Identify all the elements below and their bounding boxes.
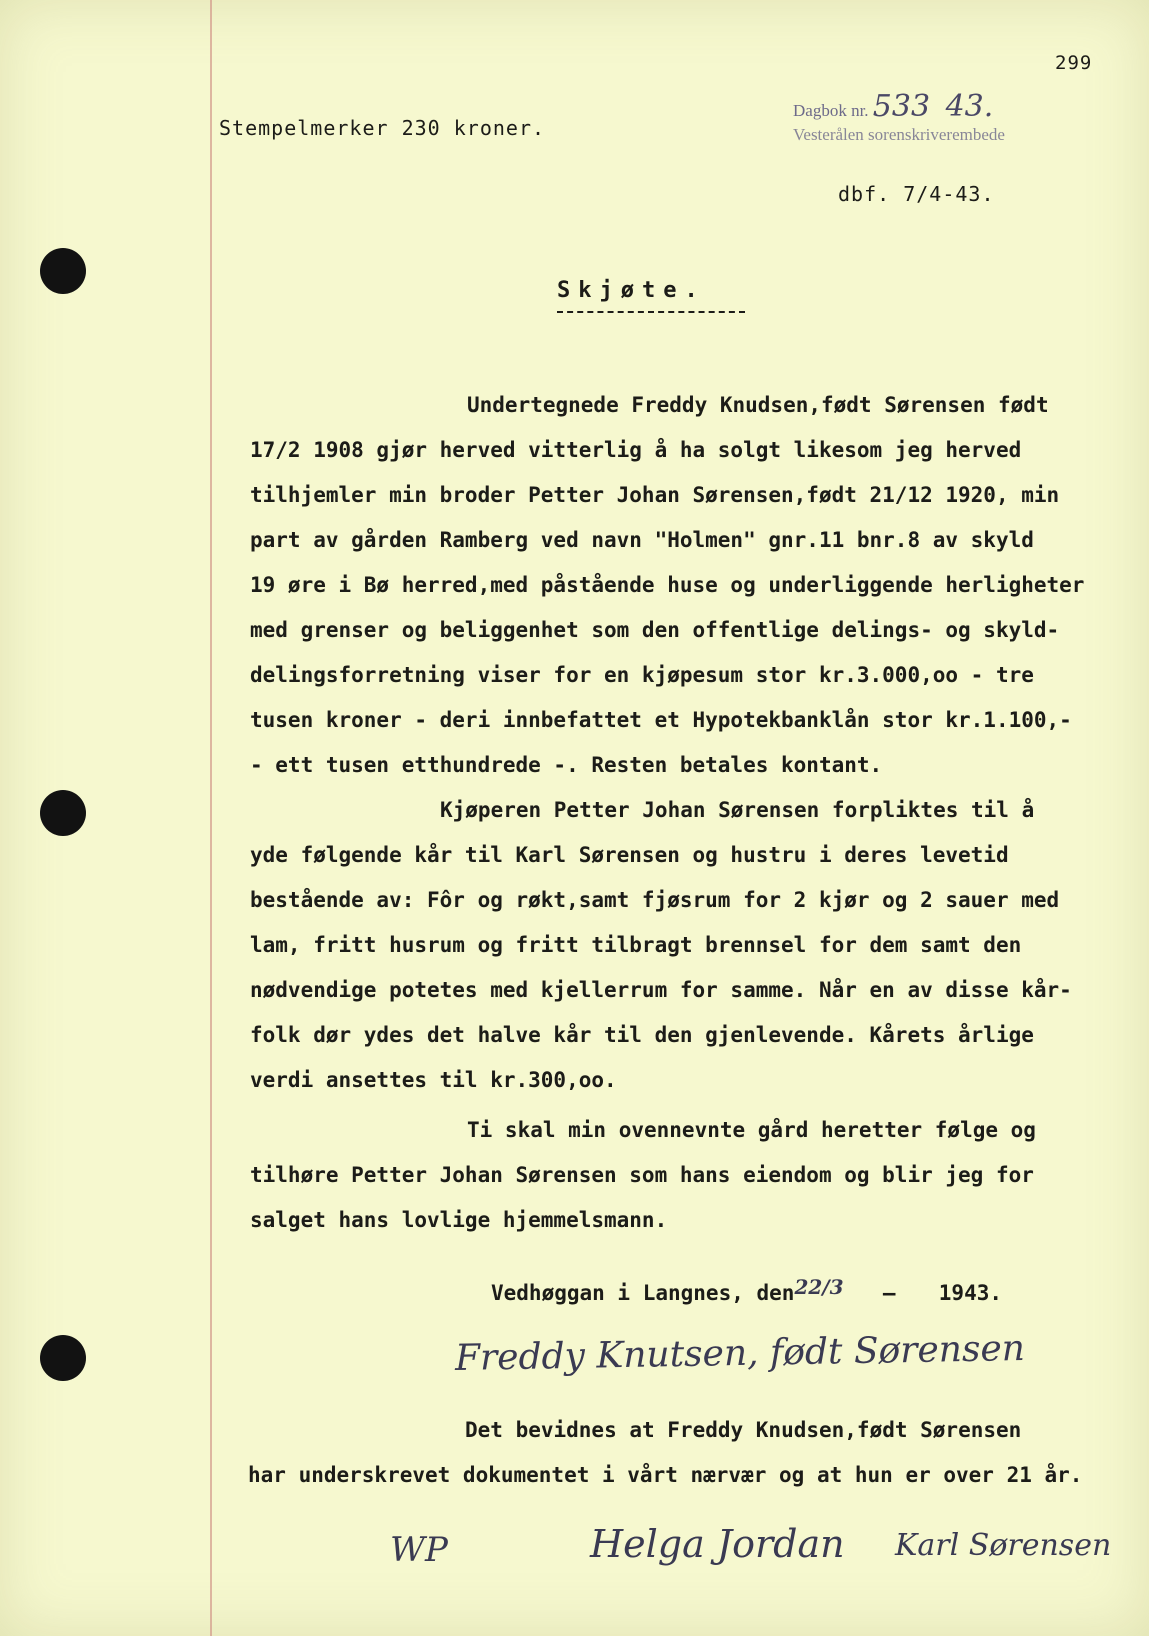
body-line: tusen kroner - deri innbefattet et Hypotekbanklån stor kr.1.100,- — [250, 708, 1072, 732]
filing-note: dbf. 7/4-43. — [838, 182, 995, 206]
witness-initials: WP — [390, 1530, 448, 1570]
date-year: 1943. — [938, 1281, 1002, 1305]
body-line: verdi ansettes til kr.300,oo. — [250, 1068, 617, 1092]
dagbok-label: Dagbok nr. — [793, 101, 869, 120]
body-line: tilhøre Petter Johan Sørensen som hans eiendom og blir jeg for — [250, 1163, 1034, 1187]
body-line: 17/2 1908 gjør herved vitterlig å ha solgt likesom jeg herved — [250, 438, 1022, 462]
body-line: bestående av: Fôr og røkt,samt fjøsrum for 2 kjør og 2 sauer med — [250, 888, 1060, 912]
body-line: folk dør ydes det halve kår til den gjenlevende. Kårets årlige — [250, 1023, 1034, 1047]
witness-signature-second: Karl Sørensen — [895, 1528, 1112, 1563]
body-line: yde følgende kår til Karl Sørensen og hustru i deres levetid — [250, 843, 1009, 867]
margin-line — [210, 0, 212, 1636]
body-line: nødvendige potetes med kjellerrum for samme. Når en av disse kår- — [250, 978, 1072, 1002]
place-text: Vedhøggan i Langnes, den — [491, 1281, 795, 1305]
place-date-line — [491, 1275, 1002, 1305]
body-line: lam, fritt husrum og fritt tilbragt brennsel for dem samt den — [250, 933, 1022, 957]
body-line: tilhjemler min broder Petter Johan Sørensen,født 21/12 1920, min — [250, 483, 1060, 507]
dagbok-line — [793, 89, 1005, 124]
body-line: med grenser og beliggenhet som den offentlige delings- og skyld- — [250, 618, 1060, 642]
body-line: 19 øre i Bø herred,med påstående huse og underliggende herligheter — [250, 573, 1085, 597]
body-line: part av gården Ramberg ved navn "Holmen" gnr.11 bnr.8 av skyld — [250, 528, 1034, 552]
dagbok-office: Vesterålen sorenskriverembede — [793, 125, 1005, 144]
punch-hole-bottom — [40, 1335, 86, 1381]
document-heading: Skjøte. — [557, 278, 706, 303]
witness-line: Det bevidnes at Freddy Knudsen,født Sørensen — [465, 1418, 1022, 1442]
dagbok-number: 533 — [872, 89, 931, 124]
seller-signature: Freddy Knutsen, født Sørensen — [454, 1328, 1026, 1379]
witness-line: har underskrevet dokumentet i vårt nærvær og at hun er over 21 år. — [248, 1463, 1083, 1487]
stamp-duty-note: Stempelmerker 230 kroner. — [219, 116, 546, 140]
date-handwritten: 22/3 — [794, 1275, 844, 1299]
heading-underline — [557, 311, 745, 313]
witness-signature-first: Helga Jordan — [590, 1522, 845, 1566]
page-number: 299 — [1055, 52, 1093, 74]
body-line: salget hans lovlige hjemmelsmann. — [250, 1208, 668, 1232]
dagbok-stamp — [793, 89, 1005, 146]
date-dash: — — [882, 1281, 896, 1305]
body-line: Undertegnede Freddy Knudsen,født Sørensen født — [467, 393, 1049, 417]
punch-hole-top — [40, 248, 86, 294]
body-line: Ti skal min ovennevnte gård heretter følge og — [467, 1118, 1036, 1142]
body-line: Kjøperen Petter Johan Sørensen forpliktes til å — [440, 798, 1035, 822]
punch-hole-middle — [40, 790, 86, 836]
body-line: delingsforretning viser for en kjøpesum stor kr.3.000,oo - tre — [250, 663, 1034, 687]
body-line: - ett tusen etthundrede -. Resten betales kontant. — [250, 753, 883, 777]
dagbok-year: 43. — [945, 89, 994, 124]
